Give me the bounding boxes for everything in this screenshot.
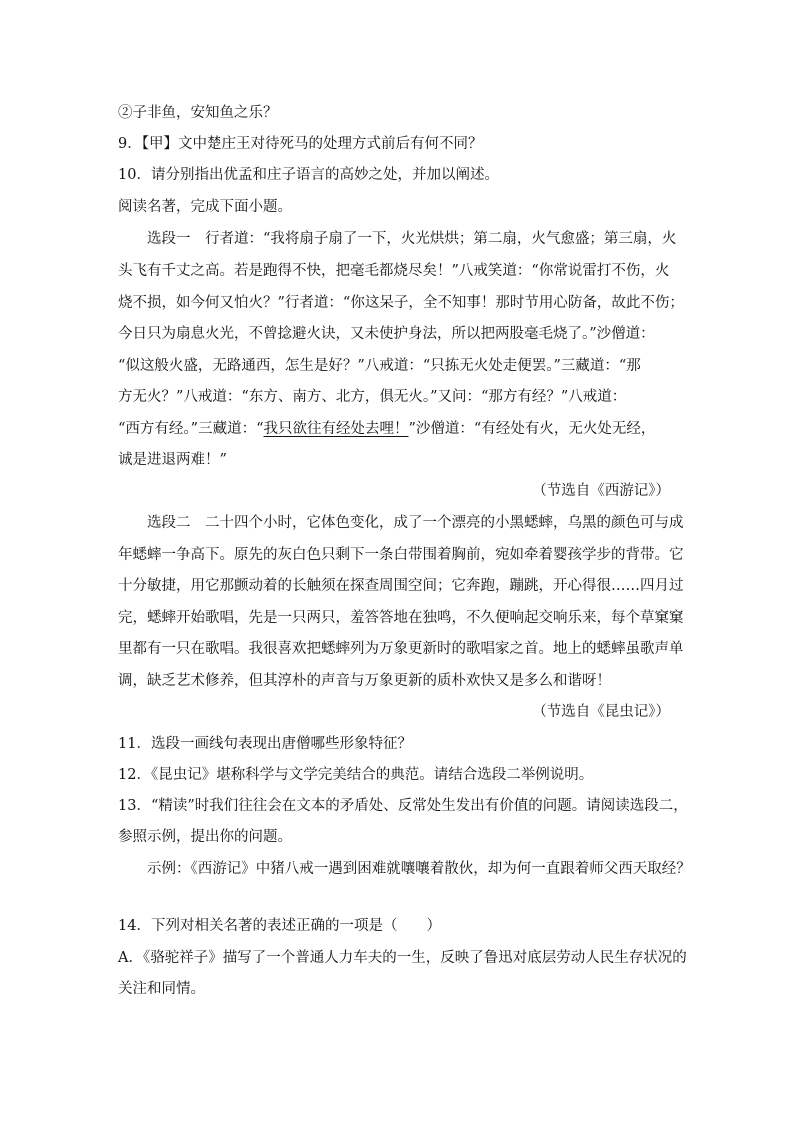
passage-1-line-7-b: ”沙僧道：“有经处有火，无火处无经，	[408, 421, 656, 437]
line-q8-2: ②子非鱼，安知鱼之乐？	[118, 105, 278, 121]
passage-1-line-8: 诚是进退两难！”	[118, 452, 227, 468]
passage-1-line-2: 头飞有千丈之高。若是跑得不快，把毫毛都烧尽矣！”八戒笑道：“你常说雷打不伤，火	[118, 263, 670, 279]
question-14-option-a-line-1: A．《骆驼祥子》描写了一个普通人力车夫的一生，反映了鲁迅对底层劳动人民生存状况的	[118, 950, 687, 966]
passage-2-source: （节选自《昆虫记》）	[532, 704, 670, 720]
passage-2-line-5: 里都有一只在歌唱。我很喜欢把蟋蟀列为万象更新时的歌唱家之首。地上的蟋蟀虽歌声单	[118, 641, 684, 657]
passage-1-line-5: “似这般火盛，无路通西，怎生是好？”八戒道：“只拣无火处走便罢。”三藏道：“那	[118, 358, 641, 374]
question-13-line-1: 13．“精读”时我们往往会在文本的矛盾处、反常处生发出有价值的问题。请阅读选段二，	[118, 798, 688, 814]
question-9: 9．【甲】文中楚庄王对待死马的处理方式前后有何不同？	[118, 136, 483, 152]
passage-1-source: （节选自《西游记》）	[532, 483, 670, 499]
passage-1-line-7-a: “西方有经。”三藏道：“	[118, 421, 264, 437]
question-10: 10．请分别指出优孟和庄子语言的高妙之处，并加以阐述。	[118, 167, 499, 183]
passage-1-line-3: 烧不损，如今何又怕火？”行者道：“你这呆子，全不知事！那时节用心防备，故此不伤；	[118, 295, 684, 311]
passage-2-line-6: 调，缺乏艺术修养，但其淳朴的声音与万象更新的质朴欢快又是多么和谐呀！	[118, 673, 611, 689]
question-12: 12．《昆虫记》堪称科学与文学完美结合的典范。请结合选段二举例说明。	[118, 767, 594, 783]
question-13-line-2: 参照示例，提出你的问题。	[118, 829, 292, 845]
passage-1-line-7	[118, 420, 655, 438]
passage-2-line-2: 年蟋蟀一争高下。原先的灰白色只剩下一条白带围着胸前，宛如牵着婴孩学步的背带。它	[118, 547, 684, 563]
passage-2-line-4: 完，蟋蟀开始歌唱，先是一只两只，羞答答地在独鸣，不久便响起交响乐来，每个草窠窠	[118, 610, 684, 626]
passage-1-line-4: 今日只为扇息火光，不曾捻避火诀，又未使护身法，所以把两股毫毛烧了。”沙僧道：	[118, 326, 655, 342]
question-13-example: 示例：《西游记》中猪八戒一遇到困难就嚷嚷着散伙，却为何一直跟着师父西天取经？	[147, 861, 691, 877]
reading-intro: 阅读名著，完成下面小题。	[118, 199, 292, 215]
passage-2-line-3: 十分敏捷，用它那颤动着的长触须在探查周围空间；它奔跑，蹦跳，开心得很……四月过	[118, 578, 684, 594]
question-11: 11．选段一画线句表现出唐僧哪些形象特征？	[118, 736, 412, 752]
question-14-option-a-line-2: 关注和同情。	[118, 981, 205, 997]
question-14: 14．下列对相关名著的表述正确的一项是（ ）	[118, 918, 441, 934]
passage-1-line-6: 方无火？”八戒道：“东方、南方、北方，俱无火。”又问：“那方有经？”八戒道：	[118, 389, 627, 405]
passage-2-line-1: 选段二 二十四个小时，它体色变化，成了一个漂亮的小黑蟋蟀，乌黑的颜色可与成	[147, 515, 684, 531]
underlined-sentence: 我只欲往有经处去哩！	[263, 421, 409, 437]
passage-1-line-1: 选段一 行者道：“我将扇子扇了一下，火光烘烘；第二扇，火气愈盛；第三扇，火	[147, 231, 677, 247]
